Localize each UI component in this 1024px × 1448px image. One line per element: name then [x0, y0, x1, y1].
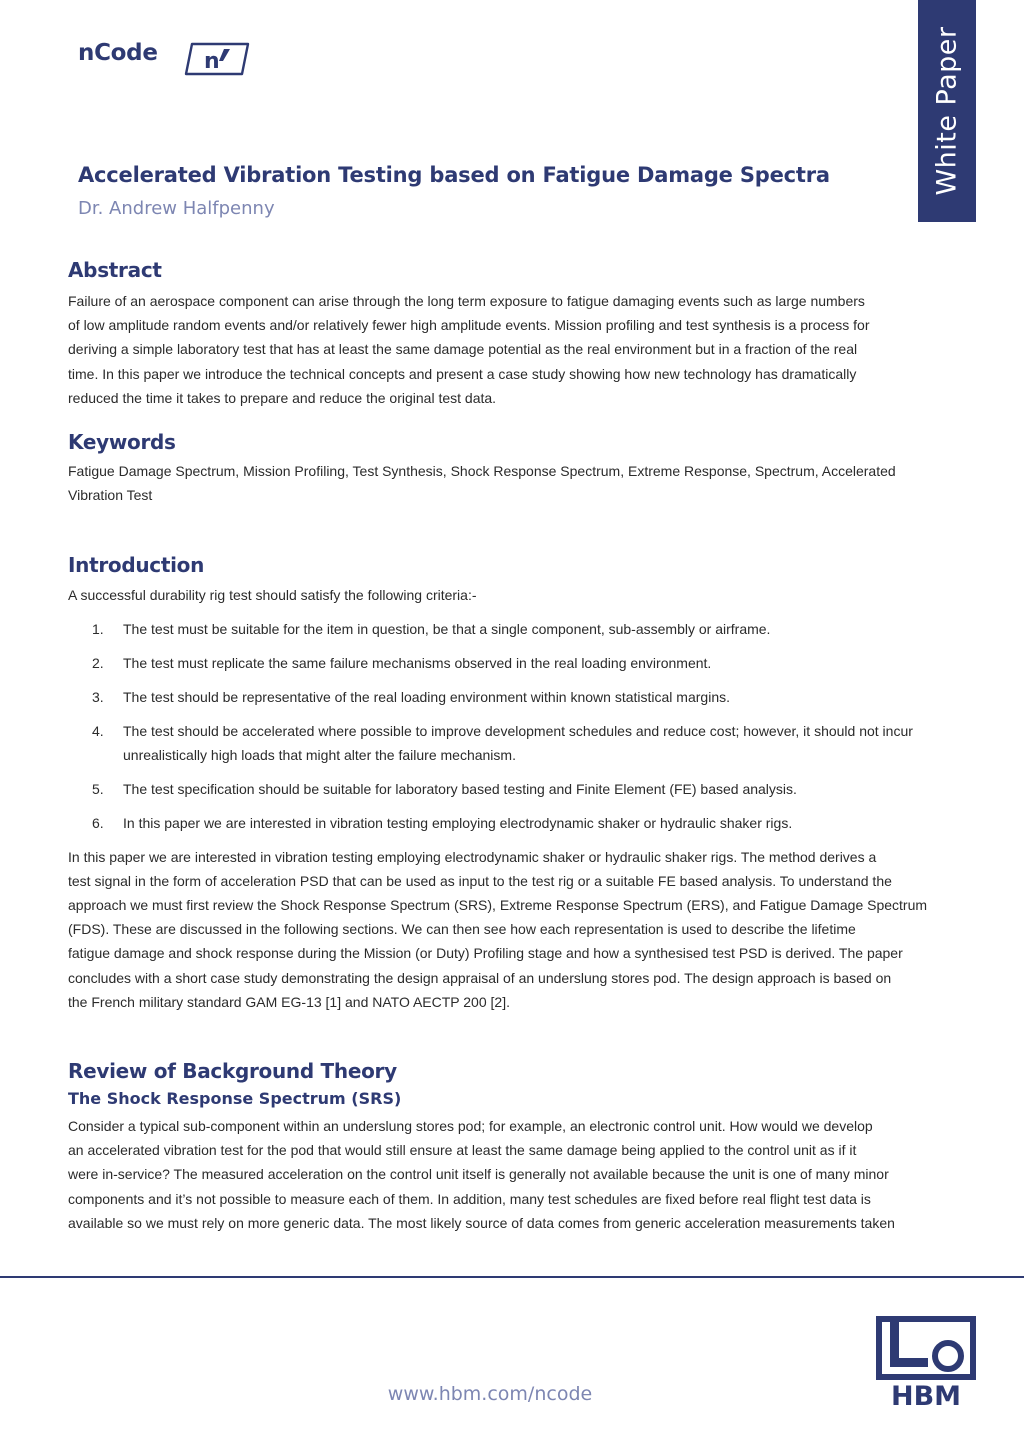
- introduction-line: fatigue damage and shock response during the Mission (or Duty) Profiling stage and how a synthesised test PSD is derived. The paper: [68, 945, 903, 962]
- list-item: [68, 685, 980, 709]
- introduction-heading: Introduction: [68, 553, 205, 578]
- list-item-number: 3.: [92, 688, 104, 705]
- ncode-n-prime-icon: [184, 40, 250, 78]
- list-item-number: 6.: [92, 814, 104, 831]
- introduction-line: test signal in the form of acceleration PSD that can be used as input to the test rig or a suitable FE based analysis. To understand the: [68, 872, 892, 889]
- document-author: Dr. Andrew Halfpenny: [78, 198, 275, 219]
- background-line: were in-service? The measured acceleration on the control unit itself is generally not available because the unit is one of many minor: [68, 1166, 889, 1183]
- main-content: [68, 258, 980, 1235]
- hbm-logo-icon: [876, 1316, 976, 1408]
- introduction-body: [68, 845, 980, 1014]
- footer-url-link[interactable]: www.hbm.com/ncode: [387, 1383, 593, 1405]
- keywords-body: [68, 459, 980, 507]
- ribbon-label: White Paper: [931, 26, 963, 196]
- background-line: components and it’s not possible to measure each of them. In addition, many test schedules are fixed before real flight test data is: [68, 1190, 871, 1207]
- ncode-brand-text: nCode: [78, 40, 158, 66]
- footer-divider: [0, 1276, 1024, 1278]
- abstract-line: reduced the time it takes to prepare and reduce the original test data.: [68, 389, 497, 406]
- list-item-text: In this paper we are interested in vibration testing employing electrodynamic shaker or hydraulic shaker rigs.: [123, 814, 793, 831]
- background-line: an accelerated vibration test for the pod that would still ensure at least the same damage being applied to the control unit as if it: [68, 1142, 857, 1159]
- abstract-line: deriving a simple laboratory test that has at least the same damage potential as the real environment but in a fraction of the real: [68, 341, 858, 358]
- document-title: Accelerated Vibration Testing based on Fatigue Damage Spectra: [78, 163, 830, 187]
- list-item-text: The test specification should be suitable for laboratory based testing and Finite Element (FE) based analysis.: [123, 780, 797, 797]
- list-item-text: The test must replicate the same failure mechanisms observed in the real loading environment.: [123, 654, 712, 671]
- abstract-heading: Abstract: [68, 258, 162, 282]
- list-item: [68, 811, 980, 835]
- background-heading: Review of Background Theory: [68, 1059, 397, 1084]
- criteria-list: [68, 617, 980, 835]
- list-item-number: 1.: [92, 620, 104, 637]
- abstract-line: time. In this paper we introduce the technical concepts and present a case study showing how new technology has dramatically: [68, 365, 857, 382]
- list-item-text: The test must be suitable for the item in question, be that a single component, sub-assembly or airframe.: [123, 620, 771, 637]
- keywords-heading: Keywords: [68, 430, 176, 455]
- introduction-line: (FDS). These are discussed in the following sections. We can then see how each representation is used to describe the lifetime: [68, 921, 856, 938]
- background-line: Consider a typical sub-component within an underslung stores pod; for example, an electronic control unit. How would we develop: [68, 1118, 873, 1135]
- list-item-text: The test should be accelerated where possible to improve development schedules and reduce cost; however, it should not incur: [123, 722, 913, 739]
- introduction-line: approach we must first review the Shock Response Spectrum (SRS), Extreme Response Spectrum (ERS), and Fatigue Damage Spectrum: [68, 897, 928, 914]
- list-item: [68, 777, 980, 801]
- background-body: [68, 1114, 980, 1235]
- abstract-body: [68, 289, 980, 410]
- introduction-lead: A successful durability rig test should satisfy the following criteria:-: [68, 587, 477, 604]
- keywords-line: Fatigue Damage Spectrum, Mission Profiling, Test Synthesis, Shock Response Spectrum, Extreme Response, Spectrum, Accelerated: [68, 463, 896, 480]
- ncode-logo: [78, 40, 220, 80]
- white-paper-ribbon: [918, 0, 976, 222]
- introduction-line: In this paper we are interested in vibration testing employing electrodynamic shaker or hydraulic shaker rigs. The method derives a: [68, 848, 877, 865]
- introduction-line: the French military standard GAM EG-13 [1] and NATO AECTP 200 [2].: [68, 993, 510, 1010]
- list-item-number: 5.: [92, 780, 104, 797]
- list-item-number: 2.: [92, 654, 104, 671]
- list-item-number: 4.: [92, 722, 104, 739]
- keywords-line: Vibration Test: [68, 487, 153, 504]
- list-item-text: unrealistically high loads that might alter the failure mechanism.: [123, 746, 516, 763]
- background-line: available so we must rely on more generic data. The most likely source of data comes from generic acceleration measurements taken: [68, 1214, 895, 1231]
- list-item-text: The test should be representative of the real loading environment within known statistical margins.: [123, 688, 730, 705]
- list-item: [68, 617, 980, 641]
- abstract-line: of low amplitude random events and/or relatively fewer high amplitude events. Mission profiling and test synthesis is a process for: [68, 317, 870, 334]
- list-item: [68, 651, 980, 675]
- hbm-logo-text: HBM: [890, 1381, 962, 1408]
- srs-subheading: The Shock Response Spectrum (SRS): [68, 1089, 402, 1109]
- abstract-line: Failure of an aerospace component can arise through the long term exposure to fatigue damaging events such as large numbers: [68, 293, 865, 309]
- svg-text:n: n: [204, 49, 220, 74]
- list-item: [68, 719, 980, 767]
- introduction-line: concludes with a short case study demonstrating the design appraisal of an underslung stores pod. The design approach is based on: [68, 969, 892, 986]
